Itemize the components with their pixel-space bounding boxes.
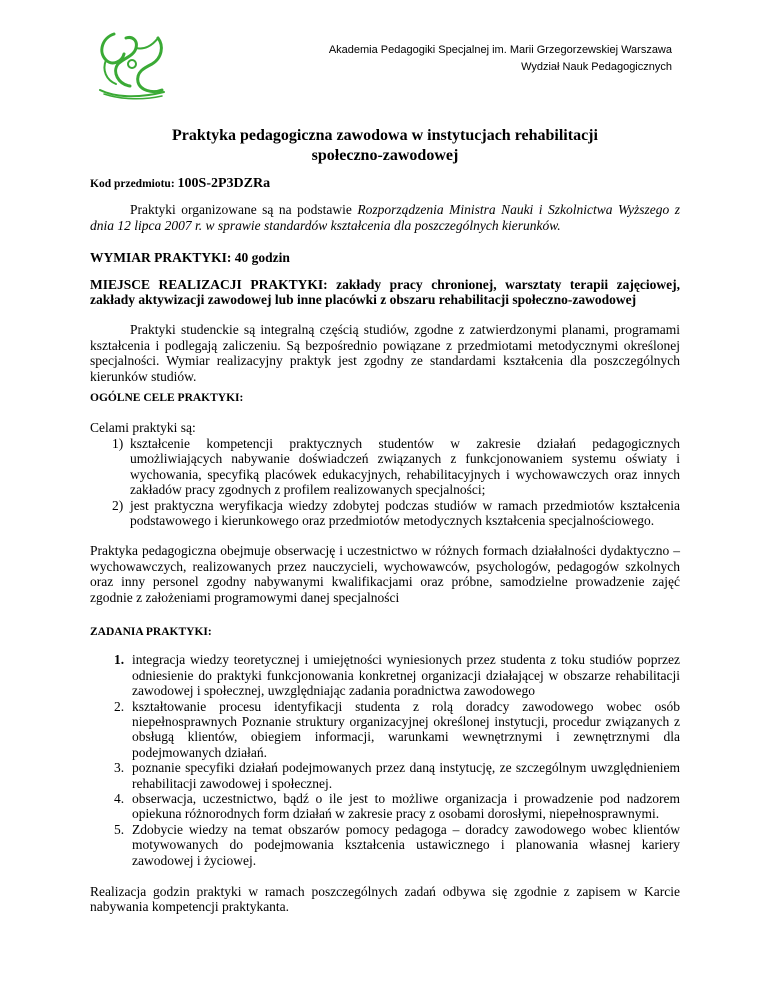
list-item bbox=[90, 822, 680, 868]
intro-paragraph bbox=[90, 202, 680, 233]
list-item bbox=[90, 699, 680, 761]
regulation-reference: Rozporządzenia Ministra Nauki i Szkolnictwa Wyższego z dnia 12 lipca 2007 r. w sprawie standardów kształcenia dla poszczególnych kierunków. bbox=[90, 202, 680, 233]
obejmuje-paragraph: Praktyka pedagogiczna obejmuje obserwację i uczestnictwo w różnych formach działalności dydaktyczno – wychowawczych, realizowanych przez nauczycieli, wychowawców, psychologów, pedagogów szkolnych oraz inny personel zgodny nabywanymi kwalifikacjami oraz próbne, samodzielne prowadzenie zajęć zgodnie z założeniami programowymi danej specjalności bbox=[90, 543, 680, 605]
list-item-text: kształcenie kompetencji praktycznych studentów w zakresie działań pedagogicznych umożliwiających nabywanie doświadczeń związanych z funkcjonowaniem systemu oświaty i wychowania, specyfiką placówek edukacyjnych, rehabilitacyjnych i wychowawczych oraz innych zakładów pracy zgodnych z profilem realizowanych specjalności; bbox=[130, 435, 680, 498]
course-code-label: Kod przedmiotu: bbox=[90, 178, 178, 190]
title-line-1: Praktyka pedagogiczna zawodowa w instytucjach rehabilitacji bbox=[172, 127, 598, 144]
title-line-2: społeczno-zawodowej bbox=[311, 147, 459, 164]
wymiar-heading: WYMIAR PRAKTYKI: 40 godzin bbox=[90, 250, 290, 266]
institution-header bbox=[329, 42, 672, 76]
list-item-number: 1) bbox=[112, 435, 124, 451]
realizacja-paragraph: Realizacja godzin praktyki w ramach poszczególnych zadań odbywa się zgodnie z zapisem w Karcie nabywania kompetencji praktykanta. bbox=[90, 884, 680, 915]
document-body bbox=[90, 176, 680, 915]
list-item-text: jest praktyczna weryfikacja wiedzy zdobytej podczas studiów w ramach przedmiotów kształcenia podstawowego i kierunkowego oraz przedmiotów metodycznych kształcenia specjalnościowego. bbox=[130, 497, 680, 528]
cele-heading: OGÓLNE CELE PRAKTYKI: bbox=[90, 392, 244, 405]
institution-name: Akademia Pedagogiki Specjalnej im. Marii Grzegorzewskiej Warszawa bbox=[328, 44, 672, 56]
list-item-number: 5. bbox=[114, 821, 125, 837]
studenckie-paragraph: Praktyki studenckie są integralną częścią studiów, zgodne z zatwierdzonymi planami, programami kształcenia i podlegają zaliczeniu. Są bezpośrednio powiązane z przedmiotami metodycznymi określonej specjalności. Wymiar realizacyjny praktyk jest zgodny ze standardami kształcenia dla poszczególnych kierunków studiów. bbox=[90, 322, 680, 384]
list-item bbox=[90, 791, 680, 822]
page-title bbox=[90, 126, 680, 166]
intro-text: Praktyki organizowane są na podstawie bbox=[130, 202, 358, 218]
list-item-number: 4. bbox=[114, 791, 125, 806]
list-item bbox=[90, 436, 680, 498]
list-item bbox=[90, 652, 680, 698]
list-item-number: 2. bbox=[114, 698, 125, 714]
list-item-text: obserwacja, uczestnictwo, bądź o ile jest to możliwe organizacja i prowadzenie pod nadzorem opiekuna różnorodnych form działań w zakresie pracy z osobami dorosłymi, niepełnosprawnymi. bbox=[132, 791, 680, 822]
course-code-value: 100S-2P3DZRa bbox=[177, 176, 271, 191]
miejsce-heading: MIEJSCE REALIZACJI PRAKTYKI: zakłady pracy chronionej, warsztaty terapii zajęciowej, zakłady aktywizacji zawodowej lub inne placówki z obszaru rehabilitacji społeczno-zawodowej bbox=[90, 276, 680, 308]
list-item-text: kształtowanie procesu identyfikacji studenta z rolą doradcy zawodowego wobec osób niepełnosprawnych Poznanie struktury organizacyjnej określonej instytucji, procedur związanych z obsługą klientów, obiegiem informacji, warunkami wewnętrznymi i zewnętrznymi dla podejmowanych działań. bbox=[132, 698, 680, 760]
zadania-list bbox=[90, 652, 680, 868]
list-item-text: integracja wiedzy teoretycznej i umiejętności wyniesionych przez studenta z toku studiów poprzez odniesienie do praktyki funkcjonowania konkretnej organizacji działającej w obszarze rehabilitacji zawodowej i społecznej, uwzględniając zadania poradnictwa zawodowego bbox=[132, 652, 680, 699]
list-item bbox=[90, 498, 680, 529]
faculty-name: Wydział Nauk Pedagogicznych bbox=[521, 61, 672, 73]
list-item-text: poznanie specyfiki działań podejmowanych przez daną instytucję, ze szczególnym uwzględnieniem rehabilitacji zawodowej i społecznej. bbox=[132, 760, 680, 791]
list-item-number: 1. bbox=[114, 652, 125, 668]
academy-logo bbox=[92, 28, 172, 100]
cele-lead: Celami praktyki są: bbox=[90, 420, 196, 436]
zadania-heading: ZADANIA PRAKTYKI: bbox=[90, 625, 212, 638]
course-code bbox=[90, 176, 680, 192]
list-item-text: Zdobycie wiedzy na temat obszarów pomocy pedagoga – doradcy zawodowego wobec klientów motywowanych do podejmowania kształcenia ustawicznego i planowania własnej kariery zawodowej i życiowej. bbox=[132, 821, 680, 868]
cele-list bbox=[90, 436, 680, 528]
list-item-number: 2) bbox=[112, 497, 124, 513]
list-item bbox=[90, 760, 680, 791]
list-item-number: 3. bbox=[114, 760, 125, 776]
